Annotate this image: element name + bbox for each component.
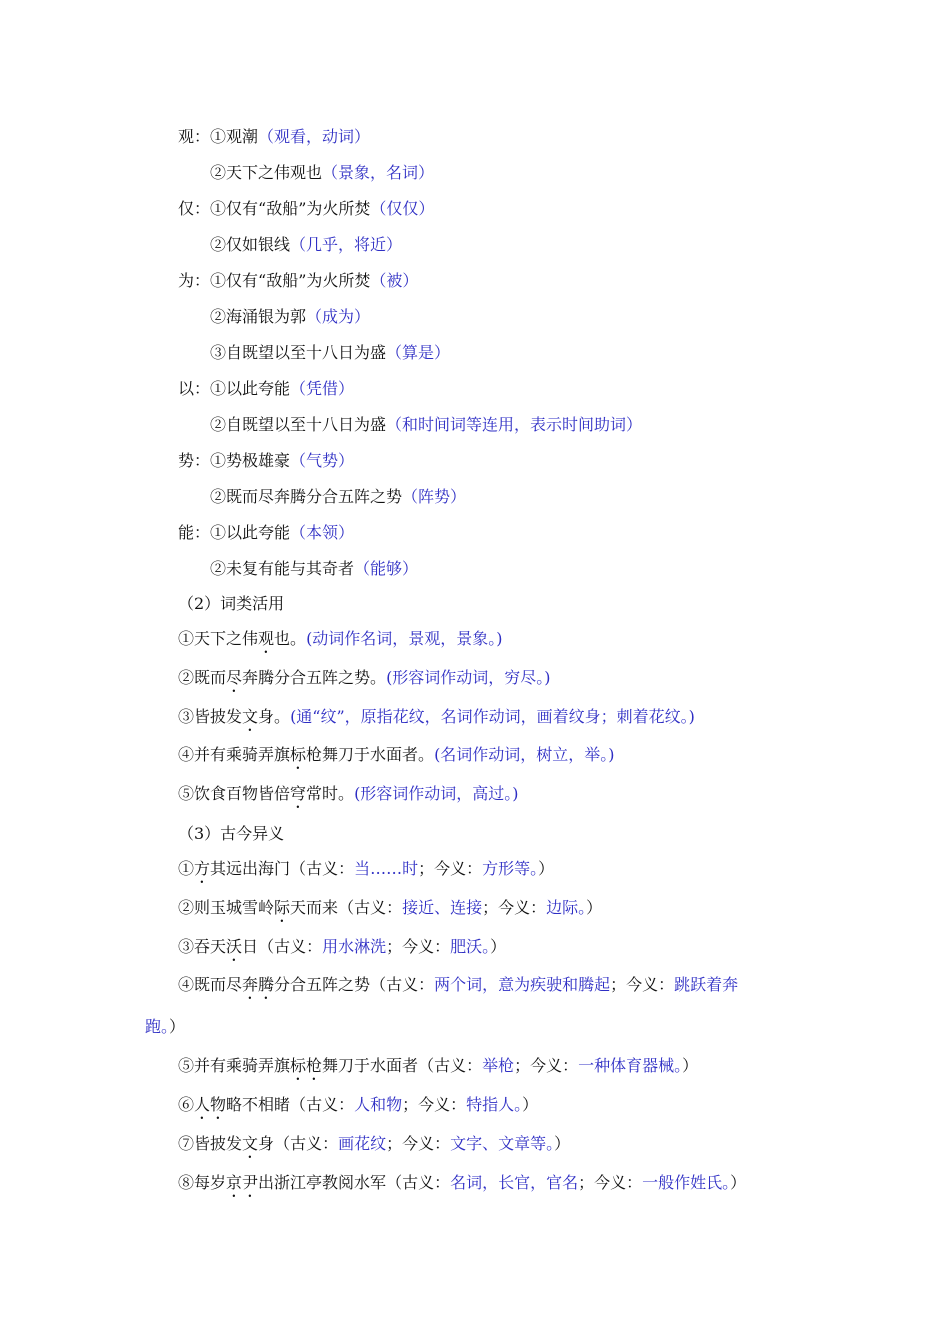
item-number: ① xyxy=(210,379,227,398)
modern-label: 今义： xyxy=(626,975,675,995)
example-text: 仅有“敌船”为火所焚 xyxy=(226,271,371,290)
meaning-entry-wrap xyxy=(145,1017,185,1037)
key-word: 京尹 xyxy=(226,1172,259,1192)
item-number: ③ xyxy=(178,936,195,956)
usage-entry xyxy=(178,784,519,812)
example-text: 自既望以至十八日为盛 xyxy=(226,343,387,362)
separator: ； xyxy=(386,936,403,956)
meaning-gloss: （阵势） xyxy=(402,487,467,506)
paren-open: （ xyxy=(338,897,355,917)
item-number: ③ xyxy=(210,343,227,362)
usage-entry xyxy=(178,629,503,657)
sentence-text: 也。 xyxy=(274,629,307,648)
ancient-label: 古义： xyxy=(434,1056,483,1076)
modern-meaning-cont: 跑。 xyxy=(145,1017,170,1037)
word-entry xyxy=(178,127,370,147)
sentence-text: 天下之伟 xyxy=(194,629,259,648)
meaning-gloss: （几乎，将近） xyxy=(290,235,403,254)
item-number: ⑤ xyxy=(178,1056,195,1076)
section-2-title xyxy=(178,594,284,614)
usage-gloss: (形容词作动词，高过。) xyxy=(354,784,519,804)
word-head: 以： xyxy=(178,379,211,398)
word-entry xyxy=(210,415,642,435)
item-number: ① xyxy=(178,859,195,878)
paren-close: ） xyxy=(682,1056,699,1076)
modern-meaning: 一般作姓氏。 xyxy=(642,1172,731,1192)
modern-meaning: 方形等。 xyxy=(482,859,539,878)
key-word: 方 xyxy=(194,859,211,878)
separator: ； xyxy=(402,1095,419,1114)
usage-gloss: (动词作名词，景观，景象。) xyxy=(306,629,503,648)
paren-close: ） xyxy=(554,1133,571,1153)
ancient-label: 古义： xyxy=(306,1095,355,1114)
modern-meaning: 边际。 xyxy=(546,897,587,917)
example-text: 以此夸能 xyxy=(226,379,291,398)
paren-open: （ xyxy=(274,1133,291,1153)
word-head: 势： xyxy=(178,451,211,470)
example-text: 未复有能与其奇者 xyxy=(226,559,355,578)
item-number: ① xyxy=(210,271,227,290)
example-text: 势极雄豪 xyxy=(226,451,291,470)
paren-close: ） xyxy=(490,936,507,956)
usage-entry xyxy=(178,668,551,696)
item-number: ① xyxy=(210,451,227,470)
item-number: ① xyxy=(210,199,227,218)
word-entry xyxy=(178,271,418,291)
section-title: （2）词类活用 xyxy=(178,594,285,613)
item-number: ② xyxy=(210,163,227,182)
item-number: ② xyxy=(210,415,227,434)
word-entry xyxy=(178,379,354,399)
sentence-text: 略不相睹 xyxy=(226,1095,291,1114)
key-word: 奔腾 xyxy=(242,975,275,995)
key-word: 人物 xyxy=(194,1095,227,1114)
word-head: 为： xyxy=(178,271,211,290)
sentence-text: 则玉城雪岭 xyxy=(194,897,275,917)
modern-label: 今义： xyxy=(402,936,451,956)
ancient-meaning: 接近、连接 xyxy=(402,897,483,917)
item-number: ② xyxy=(210,487,227,506)
word-head: 观： xyxy=(178,127,211,146)
ancient-label: 古义： xyxy=(402,1172,451,1192)
usage-entry xyxy=(178,745,615,773)
key-word: 观 xyxy=(258,629,275,648)
ancient-label: 古义： xyxy=(306,859,355,878)
modern-label: 今义： xyxy=(594,1172,643,1192)
meaning-entry xyxy=(178,1134,570,1162)
modern-label: 今义： xyxy=(498,897,547,917)
sentence-text: 其远出海门 xyxy=(210,859,291,878)
example-text: 观潮 xyxy=(226,127,259,146)
ancient-label: 古义： xyxy=(386,975,435,995)
key-word: 标枪 xyxy=(290,1056,323,1076)
separator: ； xyxy=(514,1056,531,1076)
item-number: ⑦ xyxy=(178,1133,195,1153)
separator: ； xyxy=(482,897,499,917)
meaning-entry xyxy=(178,1173,746,1201)
item-number: ② xyxy=(210,235,227,254)
item-number: ① xyxy=(210,127,227,146)
usage-entry xyxy=(178,707,695,735)
modern-label: 今义： xyxy=(530,1056,579,1076)
modern-meaning: 跳跃着奔 xyxy=(674,975,739,995)
meaning-gloss: （仅仅） xyxy=(370,199,435,218)
paren-close: ） xyxy=(730,1172,747,1192)
paren-open: （ xyxy=(418,1056,435,1076)
sentence-text: 并有乘骑弄旗 xyxy=(194,745,291,765)
item-number: ③ xyxy=(178,706,195,726)
ancient-meaning: 举枪 xyxy=(482,1056,515,1076)
ancient-meaning: 人和物 xyxy=(354,1095,403,1114)
section-title: （3）古今异义 xyxy=(178,824,285,843)
modern-label: 今义： xyxy=(402,1133,451,1153)
example-text: 海涌银为郭 xyxy=(226,307,307,326)
section-3-title xyxy=(178,824,284,844)
item-number: ② xyxy=(210,559,227,578)
paren-open: （ xyxy=(258,936,275,956)
item-number: ⑧ xyxy=(178,1172,195,1192)
sentence-text: 日 xyxy=(242,936,259,956)
word-entry xyxy=(210,343,450,363)
separator: ； xyxy=(386,1133,403,1153)
sentence-text: 每岁 xyxy=(194,1172,227,1192)
key-word: 尽 xyxy=(226,667,243,687)
ancient-label: 古义： xyxy=(274,936,323,956)
ancient-label: 古义： xyxy=(354,897,403,917)
item-number: ⑤ xyxy=(178,784,195,804)
sentence-text: 身。 xyxy=(258,706,291,726)
modern-meaning: 特指人。 xyxy=(466,1095,523,1114)
ancient-meaning: 当……时 xyxy=(354,859,419,878)
separator: ； xyxy=(610,975,627,995)
separator: ； xyxy=(578,1172,595,1192)
example-text: 仅如银线 xyxy=(226,235,291,254)
word-entry xyxy=(178,199,434,219)
usage-gloss: (通“纹”，原指花纹，名词作动词，画着纹身；刺着花纹。) xyxy=(290,706,695,726)
ancient-label: 古义： xyxy=(290,1133,339,1153)
modern-meaning: 文字、文章等。 xyxy=(450,1133,555,1153)
sentence-text: 身 xyxy=(258,1133,275,1153)
word-entry xyxy=(178,523,354,543)
meaning-gloss: （算是） xyxy=(386,343,451,362)
item-number: ① xyxy=(178,629,195,648)
paren-close: ） xyxy=(538,859,555,878)
meaning-gloss: （凭借） xyxy=(290,379,355,398)
sentence-text: 皆披发 xyxy=(194,706,243,726)
key-word: 际 xyxy=(274,897,291,917)
item-number: ① xyxy=(210,523,227,542)
word-head: 能： xyxy=(178,523,211,542)
word-entry xyxy=(210,163,434,183)
example-text: 以此夸能 xyxy=(226,523,291,542)
meaning-gloss: （和时间词等连用，表示时间助词） xyxy=(386,415,643,434)
key-word: 文 xyxy=(242,1133,259,1153)
word-entry xyxy=(210,559,418,579)
word-entry xyxy=(210,307,370,327)
item-number: ② xyxy=(210,307,227,326)
sentence-text: 分合五阵之势 xyxy=(274,975,371,995)
ancient-meaning: 名词，长官，官名 xyxy=(450,1172,579,1192)
key-word: 标 xyxy=(290,745,307,765)
item-number: ④ xyxy=(178,745,195,765)
sentence-text: 吞天 xyxy=(194,936,227,956)
word-entry xyxy=(178,451,354,471)
meaning-entry xyxy=(178,1095,538,1123)
example-text: 天下之伟观也 xyxy=(226,163,323,182)
meaning-gloss: （能够） xyxy=(354,559,419,578)
modern-label: 今义： xyxy=(418,1095,467,1114)
paren-close: ） xyxy=(169,1017,186,1037)
meaning-gloss: （气势） xyxy=(290,451,355,470)
separator: ； xyxy=(418,859,435,878)
item-number: ④ xyxy=(178,975,195,995)
item-number: ② xyxy=(178,667,195,687)
paren-close: ） xyxy=(522,1095,539,1114)
paren-open: （ xyxy=(290,859,307,878)
sentence-text: 天而来 xyxy=(290,897,339,917)
paren-close: ） xyxy=(586,897,603,917)
example-text: 自既望以至十八日为盛 xyxy=(226,415,387,434)
meaning-gloss: （成为） xyxy=(306,307,371,326)
sentence-text: 并有乘骑弄旗 xyxy=(194,1056,291,1076)
usage-gloss: (名词作动词，树立，举。) xyxy=(434,745,615,765)
sentence-text: 枪舞刀于水面者。 xyxy=(306,745,435,765)
meaning-entry xyxy=(178,937,506,965)
sentence-text: 饮食百物皆倍 xyxy=(194,784,291,804)
sentence-text: 既而 xyxy=(194,667,227,687)
word-entry xyxy=(210,487,466,507)
meaning-entry xyxy=(178,1056,698,1084)
item-number: ⑥ xyxy=(178,1095,195,1114)
ancient-meaning: 用水淋洗 xyxy=(322,936,387,956)
paren-open: （ xyxy=(290,1095,307,1114)
sentence-text: 舞刀于水面者 xyxy=(322,1056,419,1076)
meaning-entry xyxy=(178,898,602,926)
meaning-gloss: （景象，名词） xyxy=(322,163,435,182)
meaning-gloss: （被） xyxy=(370,271,419,290)
example-text: 既而尽奔腾分合五阵之势 xyxy=(226,487,403,506)
ancient-meaning: 画花纹 xyxy=(338,1133,387,1153)
sentence-text: 奔腾分合五阵之势。 xyxy=(242,667,387,687)
sentence-text: 常时。 xyxy=(306,784,355,804)
modern-meaning: 肥沃。 xyxy=(450,936,491,956)
paren-open: （ xyxy=(370,975,387,995)
ancient-meaning: 两个词，意为疾驶和腾起 xyxy=(434,975,611,995)
paren-open: （ xyxy=(386,1172,403,1192)
word-entry xyxy=(210,235,402,255)
sentence-text: 出浙江亭教阅水军 xyxy=(258,1172,387,1192)
key-word: 沃 xyxy=(226,936,243,956)
sentence-text: 皆披发 xyxy=(194,1133,243,1153)
example-text: 仅有“敌船”为火所焚 xyxy=(226,199,371,218)
key-word: 文 xyxy=(242,706,259,726)
word-head: 仅： xyxy=(178,199,211,218)
meaning-entry xyxy=(178,859,554,887)
modern-label: 今义： xyxy=(434,859,483,878)
usage-gloss: (形容词作动词，穷尽。) xyxy=(386,667,551,687)
modern-meaning: 一种体育器械。 xyxy=(578,1056,683,1076)
meaning-gloss: （本领） xyxy=(290,523,355,542)
key-word: 穹 xyxy=(290,784,307,804)
sentence-text: 既而尽 xyxy=(194,975,243,995)
item-number: ② xyxy=(178,897,195,917)
meaning-entry xyxy=(178,975,738,1003)
meaning-gloss: （观看，动词） xyxy=(258,127,371,146)
